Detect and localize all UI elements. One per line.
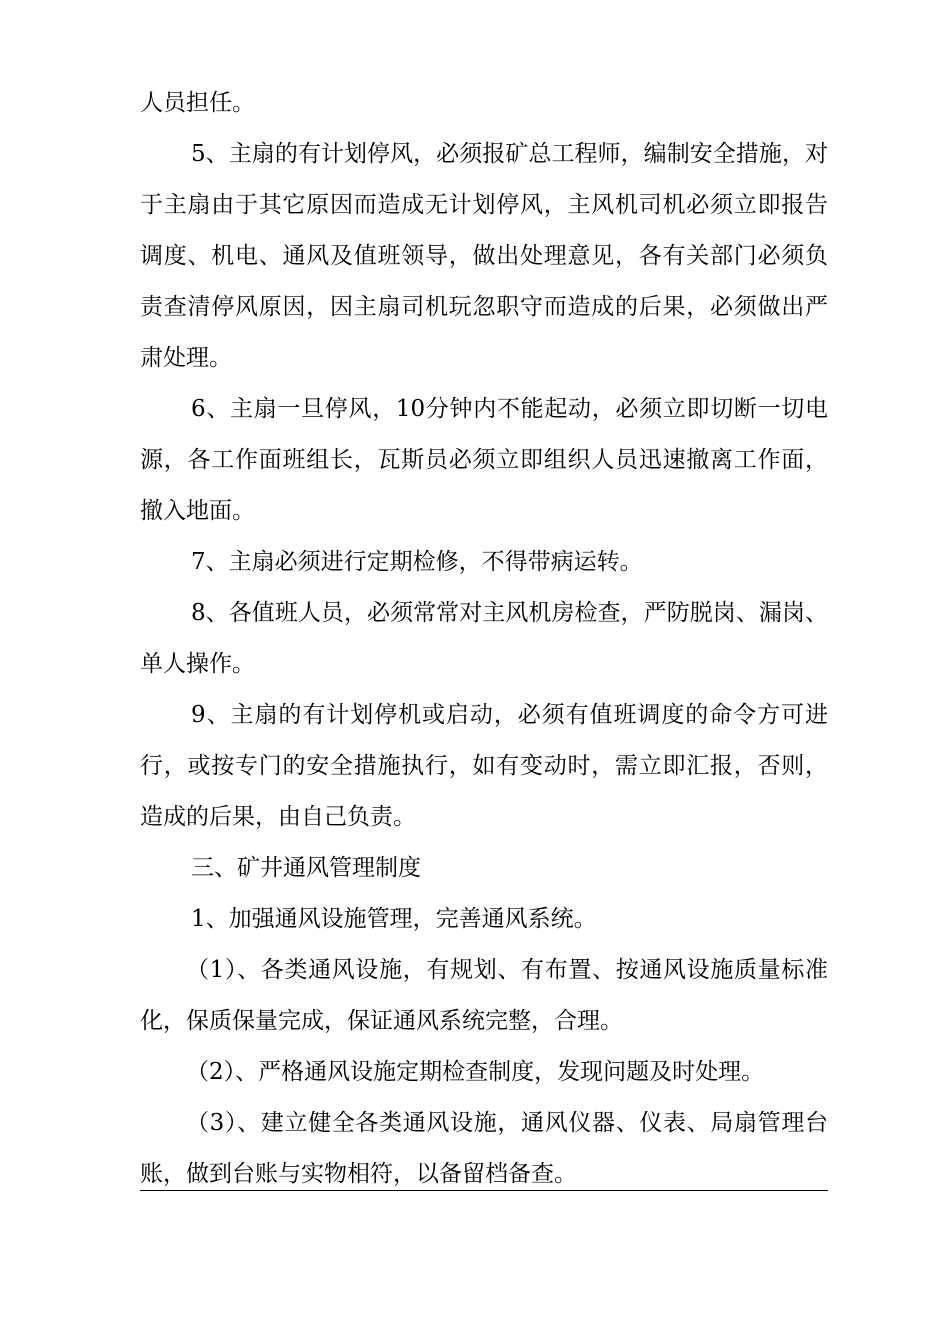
paragraph-item-9: 9、主扇的有计划停机或启动，必须有值班调度的命令方可进行，或按专门的安全措施执行，如有变动时，需立即汇报，否则，造成的后果，由自己负责。 [140,702,828,830]
subparagraph-2: （2）、严格通风设施定期检查制度，发现问题及时处理。 [186,1059,765,1085]
paragraph-item-8: 8、各值班人员，必须常常对主风机房检查，严防脱岗、漏岗、单人操作。 [140,600,828,677]
paragraph-continuation: 人员担任。 [140,90,255,116]
paragraph-item-6: 6、主扇一旦停风，10分钟内不能起动，必须立即切断一切电源，各工作面班组长，瓦斯员必须立即组织人员迅速撤离工作面，撤入地面。 [140,396,828,524]
paragraph-item-7: 7、主扇必须进行定期检修，不得带病运转。 [191,549,643,575]
subparagraph-3: （3）、建立健全各类通风设施，通风仪器、仪表、局扇管理台账，做到台账与实物相符，以备留档备查。 [140,1110,828,1187]
section-heading: 三、矿井通风管理制度 [191,855,421,881]
paragraph-item-5: 5、主扇的有计划停风，必须报矿总工程师，编制安全措施，对于主扇由于其它原因而造成无计划停风，主风机司机必须立即报告调度、机电、通风及值班领导，做出处理意见，各有关部门必须负责查清停风原因，因主扇司机玩忽职守而造成的后果，必须做出严肃处理。 [140,141,828,371]
subparagraph-1: （1）、各类通风设施，有规划、有布置、按通风设施质量标准化，保质保量完成，保证通风系统完整，合理。 [140,957,828,1034]
footer-divider [140,1190,828,1191]
document-body [140,78,828,1200]
paragraph-item-1: 1、加强通风设施管理，完善通风系统。 [191,906,597,932]
